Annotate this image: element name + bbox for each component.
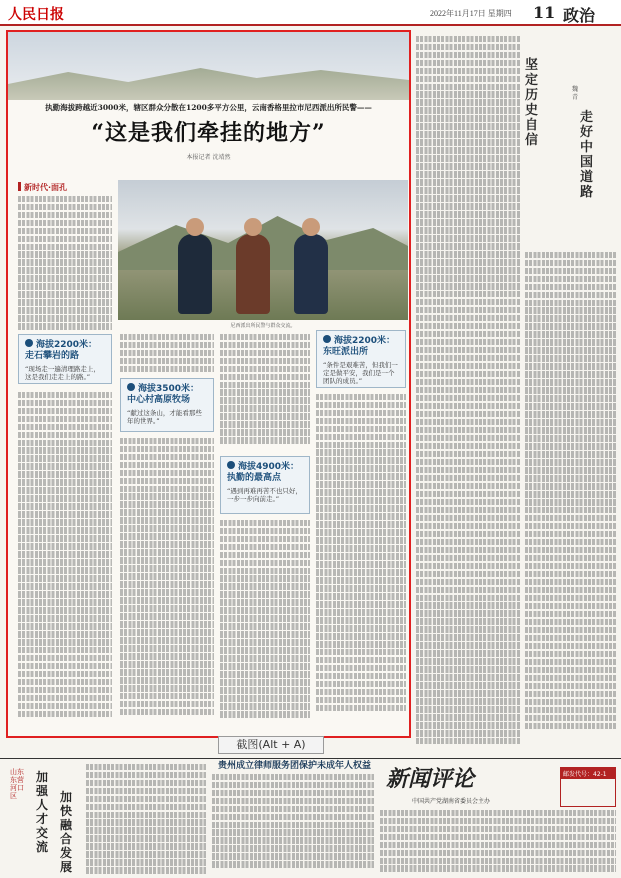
commentary-text-column [416,34,520,744]
pull-quote-text: “条件是艰难苦，但我们一定是做平安，我们是一个团队的成员。” [323,361,398,385]
pull-quote-text: “现场走一遍清理路走上，这是我们走走上的路。” [25,365,100,381]
pull-quote-title [227,461,303,484]
text-column [18,194,112,334]
pull-quote [220,456,310,514]
kicker-label: 新时代·面孔 [24,183,68,192]
location-pin-icon [323,335,331,343]
bottom-left-region: 山东东营河口区 [10,768,24,800]
pull-quote [18,334,112,384]
bottom-left-headline-2: 加快融合发展 [60,790,73,874]
commentary-headline-2: 走好中国道路 [580,110,594,200]
pull-quote-title-text: 海拔2200米：走石攀岩的路 [25,340,98,361]
pull-quote [316,330,406,388]
text-column [120,436,214,734]
text-column [120,332,214,374]
pull-quote-text: “遇到再难再苦不也只好，一步一步向前走。” [227,487,302,503]
text-column [220,518,310,734]
page-header [0,0,621,26]
newspaper-brand-subtitle: 中国共产党湖南省委员会主办 [412,798,491,805]
article-kicker [18,182,67,193]
article-headline: “这是我们牵挂的地方” [91,120,326,146]
postal-code-box [560,767,616,807]
text-column [316,392,406,734]
pull-quote-title [127,383,207,406]
pull-quote-title-text: 海拔4900米：执勤的最高点 [227,462,300,483]
bottom-middle-headline: 贵州成立律师服务团保护未成年人权益 [218,761,372,771]
bottom-text-column [86,762,206,874]
pull-quote [120,378,214,432]
pull-quote-title [323,335,399,358]
article-byline: 本报记者 沈靖然 [186,154,231,161]
article-subheadline: 执勤海拔跨越近3000米，辖区群众分散在1200多平方公里，云南香格里拉市尼西派出所民警—— [45,103,372,112]
section-title: 政治 [563,6,596,25]
bottom-text-column [212,772,374,874]
selected-article-region[interactable] [6,30,411,738]
article-photo [118,180,408,320]
pull-quote-title-text: 海拔2200米：东旺派出所 [323,336,396,357]
text-column [220,332,310,454]
kicker-bar [18,182,21,191]
photo-villager [236,234,270,314]
postal-code-title: 邮发代号：42-1 [561,768,615,779]
commentary-headline-1: 坚定历史自信 [525,58,539,148]
pull-quote-text: “献过这条山，才能看那些年的世界。” [127,409,202,425]
pull-quote-title [25,339,105,362]
postal-code-details [561,779,615,783]
commentary-author: 魏 青 [572,86,579,101]
location-pin-icon [227,461,235,469]
bottom-left-headline-1: 加强人才交流 [36,770,49,854]
newspaper-brand-logo: 新闻评论 [386,766,475,792]
pull-quote-title-text: 海拔3500米：中心村高原牧场 [127,384,200,405]
photo-officer-2 [294,234,328,314]
location-pin-icon [127,383,135,391]
text-column [18,390,112,735]
bottom-index-column [380,808,616,874]
dateline: 2022年11月17日 星期四 [430,9,512,18]
screenshot-shortcut-label[interactable]: 截图(Alt + A) [218,736,324,754]
photo-officer-1 [178,234,212,314]
page-number: 11 [533,3,556,22]
photo-caption: 尼西派出所民警与群众交流。 [230,323,296,329]
masthead: 人民日报 [8,7,64,23]
commentary-text-column [525,250,617,744]
location-pin-icon [25,339,33,347]
